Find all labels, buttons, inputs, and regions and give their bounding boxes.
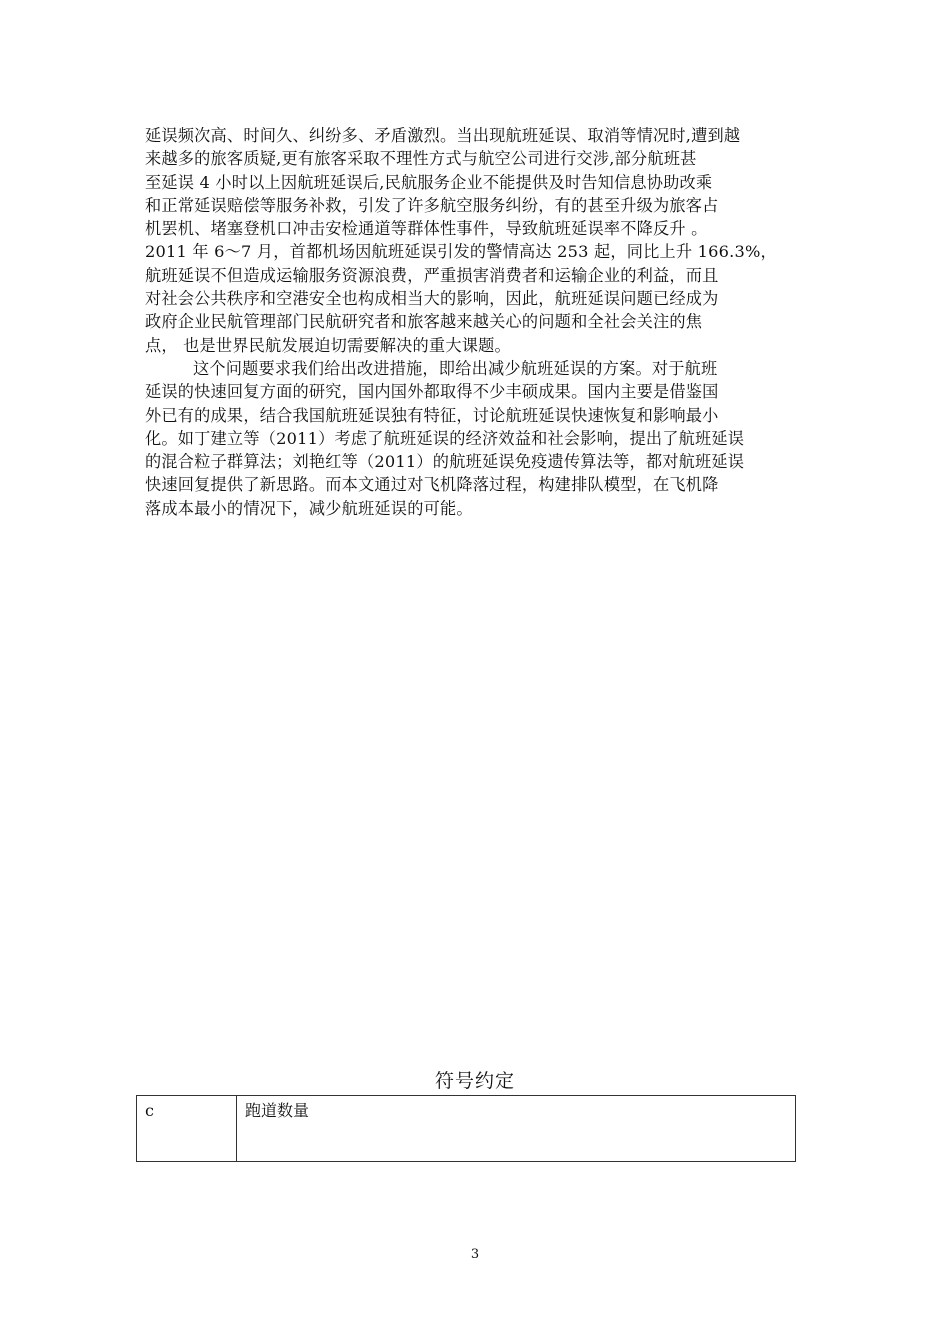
symbol-cell: c	[137, 1096, 237, 1162]
text-line: 航班延误不但造成运输服务资源浪费，严重损害消费者和运输企业的利益，而且	[145, 265, 719, 285]
text-line: 延误频次高、时间久、纠纷多、矛盾激烈。当出现航班延误、取消等情况时,遭到越	[145, 126, 741, 145]
text-line: 对社会公共秩序和空港安全也构成相当大的影响，因此，航班延误问题已经成为	[145, 289, 719, 309]
paragraph-2	[145, 357, 810, 520]
text-line: 延误的快速回复方面的研究，国内国外都取得不少丰硕成果。国内主要是借鉴国	[145, 382, 719, 402]
text-line: 和正常延误赔偿等服务补救，引发了许多航空服务纠纷，有的甚至升级为旅客占	[145, 195, 719, 215]
text-line: 化。如丁建立等（2011）考虑了航班延误的经济效益和社会影响，提出了航班延误	[145, 428, 745, 448]
text-line: 来越多的旅客质疑,更有旅客采取不理性方式与航空公司进行交涉,部分航班甚	[145, 149, 697, 169]
paragraph-1	[145, 124, 810, 357]
text-line: 机罢机、堵塞登机口冲击安检通道等群体性事件，导致航班延误率不降反升 。	[145, 219, 708, 239]
text-line: 点， 也是世界民航发展迫切需要解决的重大课题。	[145, 335, 511, 355]
text-line: 政府企业民航管理部门民航研究者和旅客越来越关心的问题和全社会关注的焦	[145, 312, 703, 332]
text-line: 的混合粒子群算法；刘艳红等（2011）的航班延误免疫遗传算法等，都对航班延误	[145, 452, 745, 472]
text-line: 至延误 4 小时以上因航班延误后,民航服务企业不能提供及时告知信息协助改乘	[145, 172, 713, 192]
table-row	[137, 1096, 796, 1162]
text-line: 这个问题要求我们给出改进措施，即给出减少航班延误的方案。对于航班	[193, 358, 718, 378]
section-title: 符号约定	[434, 1070, 515, 1092]
text-line: 2011 年 6～7 月，首都机场因航班延误引发的警情高达 253 起，同比上升 166.3%，	[145, 242, 777, 262]
text-line: 快速回复提供了新思路。而本文通过对飞机降落过程，构建排队模型，在飞机降	[145, 475, 719, 495]
page-number: 3	[470, 1247, 480, 1262]
text-line: 落成本最小的情况下，减少航班延误的可能。	[145, 498, 473, 518]
symbols-table	[136, 1095, 796, 1162]
meaning-cell: 跑道数量	[237, 1096, 796, 1162]
body-text	[145, 124, 810, 520]
text-line: 外已有的成果，结合我国航班延误独有特征，讨论航班延误快速恢复和影响最小	[145, 405, 719, 425]
